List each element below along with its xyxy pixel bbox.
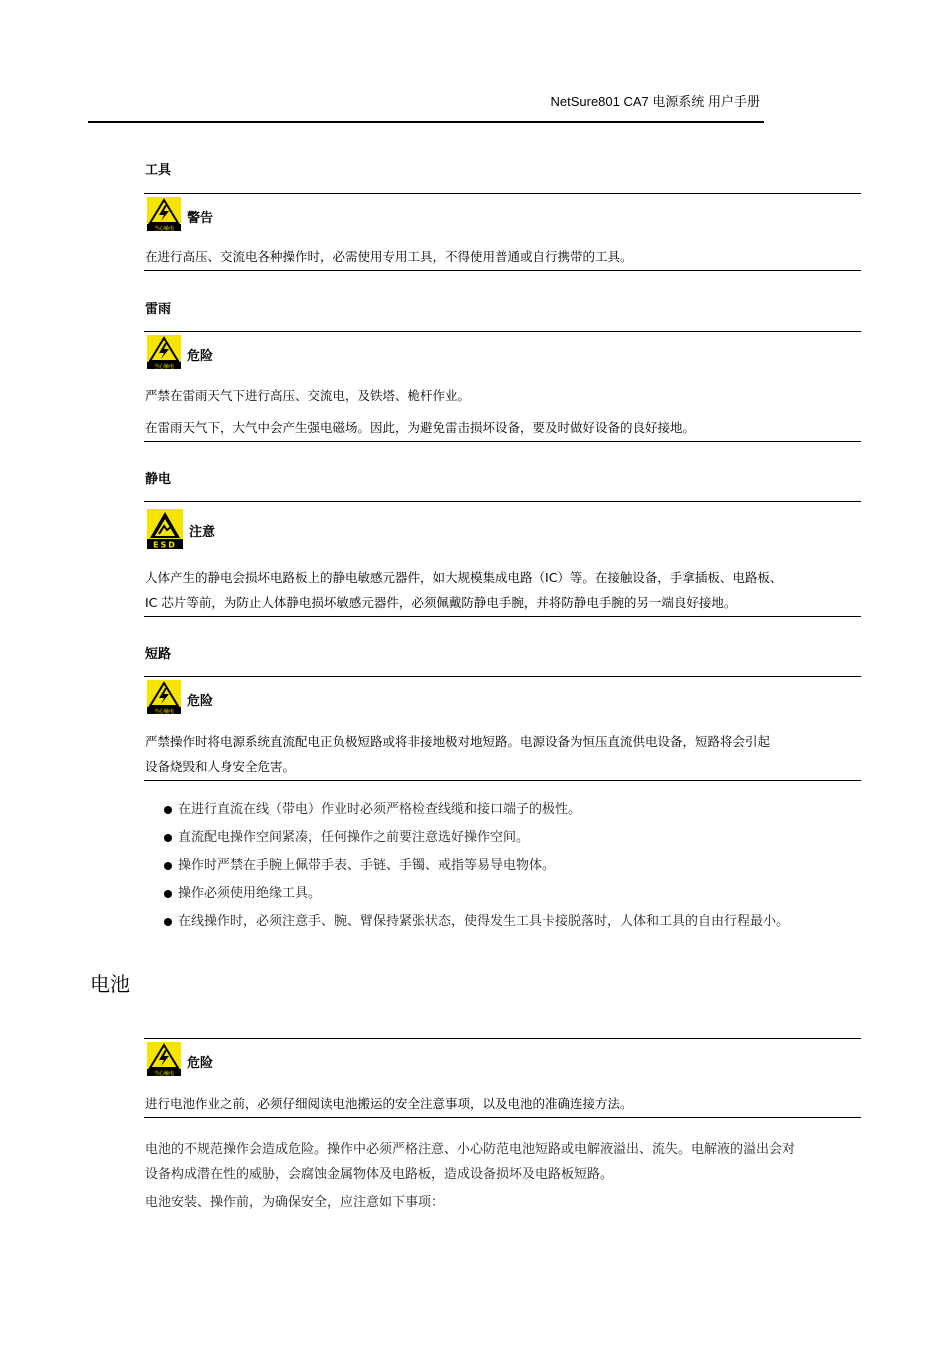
box-label: 危险 <box>187 349 214 364</box>
box-label: 警告 <box>187 211 214 226</box>
list-item: 操作时严禁在手腕上佩带手表、手链、手镯、戒指等易导电物体。 <box>163 856 789 884</box>
list-item: 直流配电操作空间紧凑，任何操作之前要注意选好操作空间。 <box>163 828 789 856</box>
chapter-title-battery: 电池 <box>90 974 130 996</box>
box-text-line: 在进行高压、交流电各种操作时，必需使用专用工具，不得使用普通或自行携带的工具。 <box>145 249 633 264</box>
battery-paragraph-line: 电池的不规范操作会造成危险。操作中必须严格注意、小心防范电池短路或电解液溢出、流失。电解液的溢出会对 <box>145 1142 796 1157</box>
header-title: NetSure801 CA7 电源系统 用户手册 <box>550 94 760 109</box>
section-title-thunder: 雷雨 <box>145 302 172 317</box>
box-text-line: 人体产生的静电会损坏电路板上的静电敏感元器件，如大规模集成电路（IC）等。在接触设备，手拿插板、电路板、 <box>145 570 783 585</box>
box-text-line: 进行电池作业之前，必须仔细阅读电池搬运的安全注意事项，以及电池的准确连接方法。 <box>145 1096 633 1111</box>
icon-caption: 当心触电 <box>153 226 175 231</box>
esd-warning-icon <box>147 509 183 549</box>
danger-box-battery <box>144 1038 861 1118</box>
icon-caption: 当心触电 <box>153 364 175 369</box>
box-text-line: IC 芯片等前，为防止人体静电损坏敏感元器件，必须佩戴防静电手腕，并将防静电手腕的另一端良好接地。 <box>145 595 737 610</box>
icon-caption: 当心触电 <box>153 1071 175 1076</box>
warning-triangle-icon <box>147 680 181 714</box>
page-header <box>88 88 764 123</box>
icon-caption: ESD <box>153 540 177 549</box>
warning-triangle-icon <box>147 335 181 369</box>
box-text-line: 在雷雨天气下，大气中会产生强电磁场。因此，为避免雷击损坏设备，要及时做好设备的良好接地。 <box>145 420 696 435</box>
battery-paragraph-line: 电池安装、操作前，为确保安全，应注意如下事项： <box>145 1195 445 1210</box>
list-item: 操作必须使用绝缘工具。 <box>163 884 789 912</box>
box-text-line: 严禁操作时将电源系统直流配电正负极短路或将非接地极对地短路。电源设备为恒压直流供电设备，短路将会引起 <box>145 734 771 749</box>
warning-box-tools <box>144 193 861 271</box>
warning-triangle-icon <box>147 197 181 231</box>
danger-box-short-circuit <box>144 676 861 781</box>
short-circuit-bullet-list <box>163 800 789 940</box>
danger-box-thunder <box>144 331 861 442</box>
warning-triangle-icon <box>147 1042 181 1076</box>
section-title-static: 静电 <box>145 472 172 487</box>
caution-box-static <box>144 501 861 617</box>
list-item: 在进行直流在线（带电）作业时必须严格检查线缆和接口端子的极性。 <box>163 800 789 828</box>
section-title-tools: 工具 <box>145 163 172 178</box>
battery-paragraph-line: 设备构成潜在性的威胁，会腐蚀金属物体及电路板，造成设备损坏及电路板短路。 <box>145 1167 614 1182</box>
icon-caption: 当心触电 <box>153 709 175 714</box>
box-text-line: 严禁在雷雨天气下进行高压、交流电，及铁塔、桅杆作业。 <box>145 388 471 403</box>
box-label: 危险 <box>187 694 214 709</box>
list-item: 在线操作时，必须注意手、腕、臂保持紧张状态，使得发生工具卡接脱落时，人体和工具的自由行程最小。 <box>163 912 789 940</box>
box-text-line: 设备烧毁和人身安全危害。 <box>145 759 296 774</box>
box-label: 注意 <box>189 525 216 540</box>
section-title-short-circuit: 短路 <box>145 647 172 662</box>
box-label: 危险 <box>187 1056 214 1071</box>
